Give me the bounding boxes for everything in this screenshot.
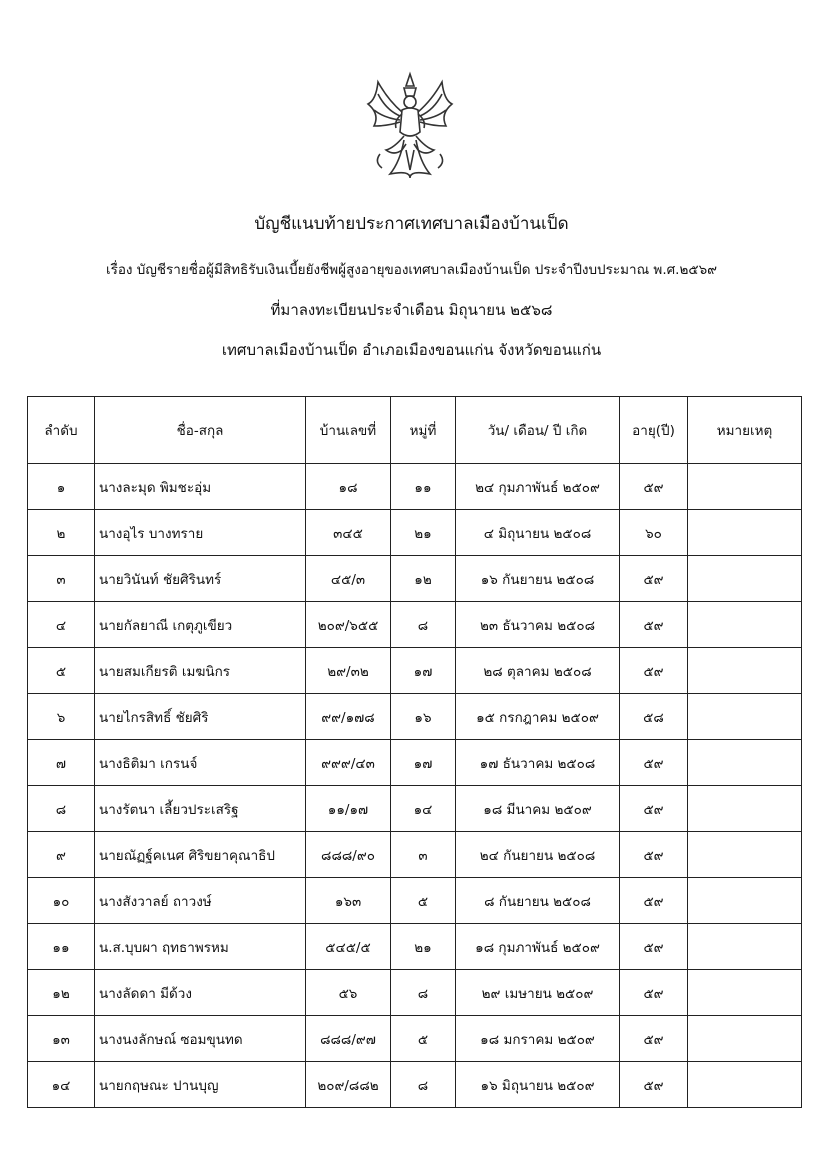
cell-name: นางนงลักษณ์ ซอมขุนทด [95,1016,306,1062]
cell-no: ๙ [28,832,95,878]
cell-name: นายสมเกียรติ เมฆนิกร [95,648,306,694]
table-row [28,924,802,970]
cell-no: ๖ [28,694,95,740]
cell-house-no: ๓๔๕ [306,510,391,556]
cell-name: นางอุไร บางทราย [95,510,306,556]
cell-birth-date: ๑๖ มิถุนายน ๒๕๐๙ [456,1062,620,1108]
cell-age: ๕๙ [620,602,688,648]
cell-age: ๕๙ [620,740,688,786]
table-row [28,510,802,556]
cell-name: นายณัฏฐ์คเนศ ศิริขยาคุณาธิป [95,832,306,878]
cell-house-no: ๑๘ [306,464,391,510]
cell-house-no: ๑๖๓ [306,878,391,924]
cell-birth-date: ๑๘ กุมภาพันธ์ ๒๕๐๙ [456,924,620,970]
cell-birth-date: ๑๘ มีนาคม ๒๕๐๙ [456,786,620,832]
cell-remarks [688,510,802,556]
cell-age: ๕๙ [620,786,688,832]
cell-house-no: ๕๖ [306,970,391,1016]
cell-house-no: ๕๔๕/๕ [306,924,391,970]
cell-birth-date: ๔ มิถุนายน ๒๕๐๘ [456,510,620,556]
cell-house-no: ๙๙๙/๔๓ [306,740,391,786]
table-row [28,648,802,694]
cell-moo: ๕ [391,878,456,924]
column-header-name: ชื่อ-สกุล [95,397,306,464]
cell-no: ๑ [28,464,95,510]
column-header-remarks: หมายเหตุ [688,397,802,464]
cell-house-no: ๒๐๙/๖๕๕ [306,602,391,648]
cell-remarks [688,740,802,786]
table-row [28,786,802,832]
cell-birth-date: ๘ กันยายน ๒๕๐๘ [456,878,620,924]
cell-no: ๒ [28,510,95,556]
table-row [28,464,802,510]
cell-birth-date: ๑๘ มกราคม ๒๕๐๙ [456,1016,620,1062]
cell-moo: ๑๔ [391,786,456,832]
cell-house-no: ๙๙/๑๗๘ [306,694,391,740]
cell-birth-date: ๒๔ กันยายน ๒๕๐๘ [456,832,620,878]
cell-house-no: ๒๐๙/๘๘๒ [306,1062,391,1108]
cell-no: ๘ [28,786,95,832]
cell-birth-date: ๑๗ ธันวาคม ๒๕๐๘ [456,740,620,786]
cell-age: ๕๙ [620,970,688,1016]
cell-age: ๕๙ [620,1062,688,1108]
cell-house-no: ๘๘๘/๙๐ [306,832,391,878]
table-row [28,832,802,878]
cell-age: ๕๘ [620,694,688,740]
table-row [28,1016,802,1062]
cell-moo: ๓ [391,832,456,878]
cell-no: ๑๓ [28,1016,95,1062]
cell-age: ๕๙ [620,464,688,510]
cell-moo: ๕ [391,1016,456,1062]
table-header-row [28,397,802,464]
cell-no: ๑๐ [28,878,95,924]
cell-age: ๕๙ [620,832,688,878]
cell-house-no: ๑๑/๑๗ [306,786,391,832]
cell-moo: ๑๗ [391,648,456,694]
cell-house-no: ๔๕/๓ [306,556,391,602]
table-row [28,970,802,1016]
cell-name: นางลัดดา มีด้วง [95,970,306,1016]
cell-remarks [688,1062,802,1108]
cell-no: ๑๔ [28,1062,95,1108]
cell-moo: ๑๑ [391,464,456,510]
cell-name: นายกฤษณะ ปานบุญ [95,1062,306,1108]
cell-name: นายไกรสิทธิ์ ชัยศิริ [95,694,306,740]
cell-birth-date: ๑๕ กรกฎาคม ๒๕๐๙ [456,694,620,740]
cell-remarks [688,1016,802,1062]
registration-period: ที่มาลงทะเบียนประจำเดือน มิถุนายน ๒๕๖๘ [270,301,553,319]
cell-moo: ๘ [391,970,456,1016]
column-header-house-no: บ้านเลขที่ [306,397,391,464]
page-title: บัญชีแนบท้ายประกาศเทศบาลเมืองบ้านเป็ด [254,214,569,234]
cell-age: ๕๙ [620,878,688,924]
column-header-age: อายุ(ปี) [620,397,688,464]
garuda-emblem-icon [360,70,460,182]
cell-remarks [688,602,802,648]
cell-moo: ๑๗ [391,740,456,786]
table-row [28,602,802,648]
cell-no: ๑๒ [28,970,95,1016]
cell-birth-date: ๒๓ ธันวาคม ๒๕๐๘ [456,602,620,648]
cell-name: นางสังวาลย์ ถาวงษ์ [95,878,306,924]
document-subject: เรื่อง บัญชีรายชื่อผู้มีสิทธิรับเงินเบี้ยยังชีพผู้สูงอายุของเทศบาลเมืองบ้านเป็ด ประจำปีงบประมาณ พ.ศ.๒๕๖๙ [105,262,718,278]
cell-name: น.ส.บุบผา ฤทธาพรหม [95,924,306,970]
elderly-allowance-table [27,396,802,1108]
column-header-no: ลำดับ [28,397,95,464]
cell-remarks [688,694,802,740]
cell-moo: ๒๑ [391,924,456,970]
table-row [28,878,802,924]
cell-name: นางละมุด พิมชะอุ่ม [95,464,306,510]
municipality-location: เทศบาลเมืองบ้านเป็ด อำเภอเมืองขอนแก่น จังหวัดขอนแก่น [221,341,602,359]
table-row [28,556,802,602]
cell-moo: ๑๒ [391,556,456,602]
table-row [28,1062,802,1108]
table-row [28,694,802,740]
cell-remarks [688,786,802,832]
cell-remarks [688,464,802,510]
cell-house-no: ๒๙/๓๒ [306,648,391,694]
cell-birth-date: ๒๙ เมษายน ๒๕๐๙ [456,970,620,1016]
cell-name: นายวินันท์ ชัยศิรินทร์ [95,556,306,602]
cell-birth-date: ๒๔ กุมภาพันธ์ ๒๕๐๙ [456,464,620,510]
cell-no: ๑๑ [28,924,95,970]
cell-remarks [688,970,802,1016]
cell-moo: ๒๑ [391,510,456,556]
cell-house-no: ๘๘๘/๙๗ [306,1016,391,1062]
column-header-birth-date: วัน/ เดือน/ ปี เกิด [456,397,620,464]
cell-name: นางธิติมา เกรนจ์ [95,740,306,786]
cell-no: ๔ [28,602,95,648]
cell-remarks [688,924,802,970]
cell-no: ๗ [28,740,95,786]
cell-birth-date: ๑๖ กันยายน ๒๕๐๘ [456,556,620,602]
cell-age: ๕๙ [620,1016,688,1062]
cell-age: ๕๙ [620,924,688,970]
cell-no: ๓ [28,556,95,602]
cell-no: ๕ [28,648,95,694]
cell-age: ๖๐ [620,510,688,556]
cell-moo: ๘ [391,602,456,648]
cell-moo: ๘ [391,1062,456,1108]
cell-name: นางรัตนา เลี้ยวประเสริฐ [95,786,306,832]
cell-remarks [688,832,802,878]
cell-name: นายกัลยาณี เกตุภูเขียว [95,602,306,648]
column-header-moo: หมู่ที่ [391,397,456,464]
cell-birth-date: ๒๘ ตุลาคม ๒๕๐๘ [456,648,620,694]
cell-remarks [688,648,802,694]
cell-remarks [688,878,802,924]
cell-age: ๕๙ [620,648,688,694]
cell-age: ๕๙ [620,556,688,602]
cell-moo: ๑๖ [391,694,456,740]
cell-remarks [688,556,802,602]
table-row [28,740,802,786]
